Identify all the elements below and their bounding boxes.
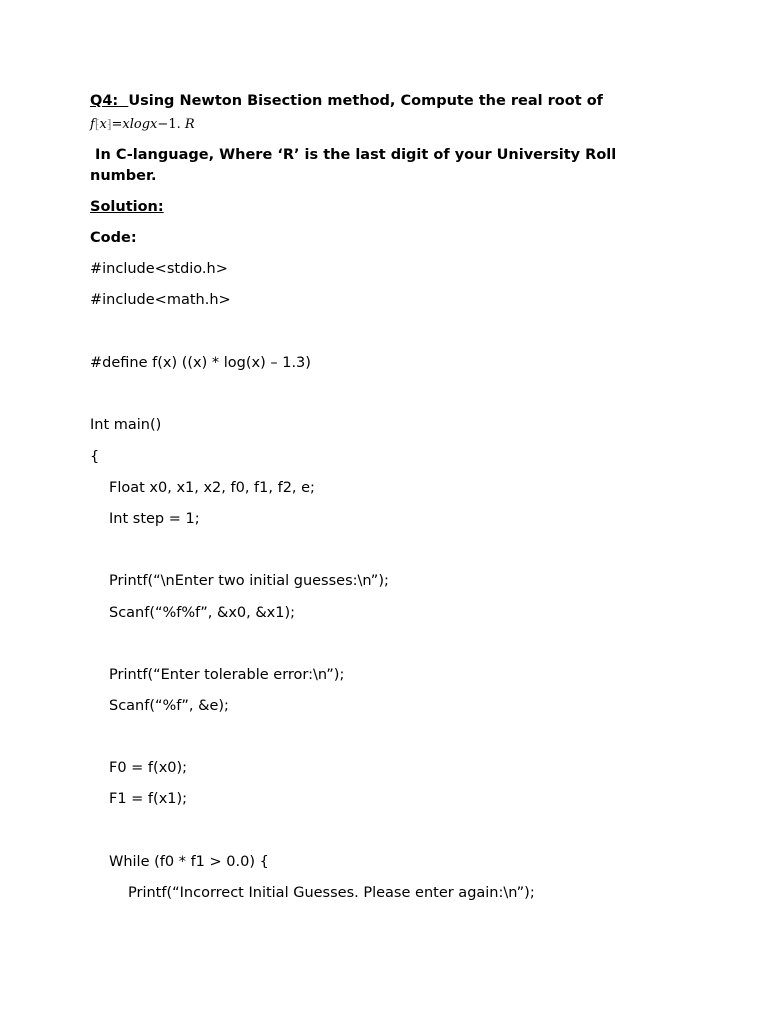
- formula-x: x: [99, 117, 107, 132]
- formula-rhs: =xlogx: [111, 117, 158, 132]
- formula-R: R: [184, 117, 195, 132]
- formula-open-paren: ⁅: [94, 117, 100, 131]
- code-line: Printf(“Incorrect Initial Guesses. Please enter again:\n”);: [128, 885, 535, 901]
- code-line: #include<math.h>: [90, 292, 231, 308]
- solution-label: Solution:: [90, 199, 164, 215]
- code-line: #define f(x) ((x) * log(x) – 1.3): [90, 355, 311, 371]
- formula-close-paren: ⁆: [106, 117, 112, 131]
- instruction-line-1: In C-language, Where ‘R’ is the last digit of your University Roll: [90, 147, 617, 163]
- formula-minus: −: [157, 117, 169, 132]
- code-line: Scanf(“%f%f”, &x0, &x1);: [109, 605, 296, 621]
- code-label: Code:: [90, 230, 137, 246]
- formula-f: f: [90, 117, 95, 132]
- instruction-line-2: number.: [90, 168, 157, 184]
- code-line: Scanf(“%f”, &e);: [109, 698, 229, 714]
- code-line: Int main(): [90, 417, 162, 433]
- code-line: {: [90, 449, 100, 465]
- formula-number: 1.: [168, 117, 181, 132]
- code-line: F1 = f(x1);: [109, 791, 188, 807]
- code-line: Printf(“\nEnter two initial guesses:\n”);: [109, 573, 389, 589]
- code-line: Int step = 1;: [109, 511, 200, 527]
- question-heading: [90, 91, 603, 111]
- question-label: Q4:: [90, 93, 119, 109]
- formula: [90, 114, 195, 135]
- code-line: Printf(“Enter tolerable error:\n”);: [109, 667, 345, 683]
- question-text: Using Newton Bisection method, Compute the real root of: [128, 93, 603, 109]
- code-line: Float x0, x1, x2, f0, f1, f2, e;: [109, 480, 315, 496]
- code-line: #include<stdio.h>: [90, 261, 228, 277]
- code-line: F0 = f(x0);: [109, 760, 188, 776]
- question-label-underline-gap: [118, 93, 128, 109]
- code-line: While (f0 * f1 > 0.0) {: [109, 854, 269, 870]
